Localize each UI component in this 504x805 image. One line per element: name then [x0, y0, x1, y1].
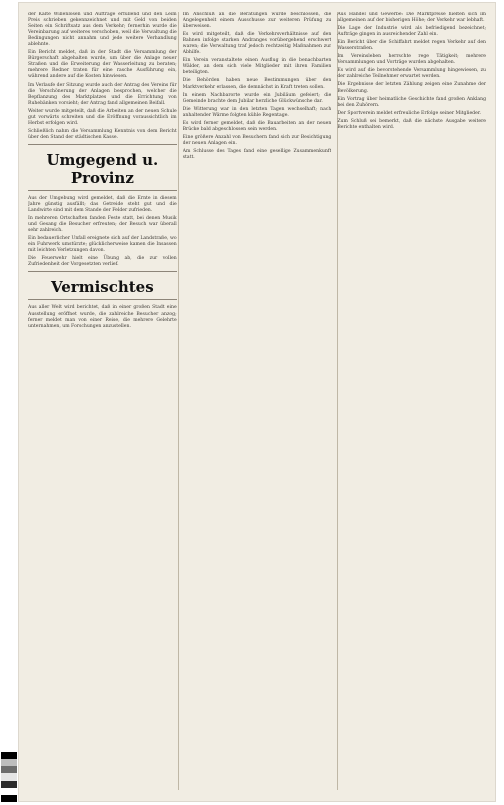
paragraph: Es wird mitgeteilt, daß die Verkehrsverhältnisse auf den Bahnen infolge starken Andranges vorübergehend erschwert waren; die Verwaltung traf jedoch rechtzeitig Maßnahmen zur Abhilfe. — [182, 32, 332, 56]
paragraph: Im Vereinsleben herrschte rege Tätigkeit; mehrere Versammlungen und Vorträge wurden abgehalten. — [337, 54, 487, 66]
column-3 — [337, 12, 486, 790]
paragraph: Die Witterung war in den letzten Tagen wechselhaft; nach anhaltender Wärme folgten kühle Regentage. — [182, 106, 332, 118]
paragraph: Schließlich nahm die Versammlung Kenntnis von dem Bericht über den Stand der städtischen Kasse. — [28, 128, 177, 140]
paragraph: Ein Vortrag über heimatliche Geschichte fand großen Anklang bei den Zuhörern. — [337, 96, 487, 108]
separator — [28, 299, 177, 300]
separator — [28, 190, 177, 191]
color-calibration-strip — [1, 752, 17, 802]
paragraph: Es wird ferner gemeldet, daß die Bauarbeiten an der neuen Brücke bald abgeschlossen sein werden. — [182, 120, 332, 132]
paragraph: Zum Schluß sei bemerkt, daß die nächste Ausgabe weitere Berichte enthalten wird. — [337, 118, 487, 130]
newspaper-page — [18, 2, 496, 802]
paragraph: der Kälte Willenlosen und Aufträge erfüllend und den Leim Preis schrieben gekennzeichnet und mit Geld von beiden Seiten ein Schriftsatz aus dem Verkehr; fernerhin wurde die Vereinbarung auf weiteres verschoben, weil die Verwaltung die Bedingungen nicht annahm und jede weitere Verhandlung ablehnte. — [28, 12, 177, 48]
paragraph: Die Lage der Industrie wird als befriedigend bezeichnet; Aufträge gingen in ausreichender Zahl ein. — [337, 26, 487, 38]
paragraph: Ein Bericht meldet, daß in der Stadt die Versammlung der Bürgerschaft abgehalten wurde, um über die Anlage neuer Straßen und die Erweiterung der Wasserleitung zu beraten; mehrere Redner traten für eine rasche Ausführung ein, während andere auf die Kosten hinwiesen. — [28, 50, 177, 80]
paragraph: Ein Verein veranstaltete einen Ausflug in die benachbarten Wälder, an dem sich viele Mitglieder mit ihren Familien beteiligten. — [182, 58, 332, 76]
paragraph: In mehreren Ortschaften fanden Feste statt, bei denen Musik und Gesang die Besucher erfreuten; der Besuch war überall sehr zahlreich. — [28, 216, 177, 234]
paragraph: Die Ergebnisse der letzten Zählung zeigen eine Zunahme der Bevölkerung. — [337, 82, 487, 94]
section-heading: Umgegend u. Provinz — [46, 150, 159, 187]
columns — [28, 12, 486, 790]
paragraph: Ein bedauerlicher Unfall ereignete sich auf der Landstraße, wo ein Fuhrwerk umstürzte; glücklicherweise kamen die Insassen mit leichten Verletzungen davon. — [28, 236, 177, 254]
separator — [28, 271, 177, 272]
paragraph: Weiter wurde mitgeteilt, daß die Arbeiten an der neuen Schule gut vorwärts schreiten und die Eröffnung voraussichtlich im Herbst erfolgen wird. — [28, 108, 177, 126]
paragraph: Am Schlusse des Tages fand eine gesellige Zusammenkunft statt. — [182, 148, 332, 160]
paragraph: Ein Bericht über die Schiffahrt meldet regen Verkehr auf den Wasserstraßen. — [337, 40, 487, 52]
paragraph: Die Feuerwehr hielt eine Übung ab, die zur vollen Zufriedenheit der Vorgesetzten verlief. — [28, 256, 177, 268]
paragraph: Aus aller Welt wird berichtet, daß in einer großen Stadt eine Ausstellung eröffnet wurde, die zahlreiche Besucher anzog; ferner meldet man von einer Reise, die mehrere Gelehrte unternahmen, um Forschungen anzustellen. — [28, 305, 177, 329]
column-1 — [28, 12, 177, 790]
column-1-paragraphs — [28, 12, 177, 141]
column-2 — [183, 12, 332, 790]
paragraph: Im Anschluß an die Beratungen wurde beschlossen, die Angelegenheit einem Ausschusse zur weiteren Prüfung zu überweisen. — [182, 12, 332, 30]
paragraph: Die Behörden haben neue Bestimmungen über den Marktverkehr erlassen, die demnächst in Kraft treten sollen. — [182, 78, 332, 90]
paragraph: Im Verlaufe der Sitzung wurde auch der Antrag des Vereins für die Verschönerung der Anlagen besprochen, welcher die Bepflanzung des Marktplatzes und die Errichtung von Ruhebänken vorsieht; der Antrag fand allgemeinen Beifall. — [28, 82, 177, 106]
paragraph: Aus Handel und Gewerbe: Die Marktpreise hielten sich im allgemeinen auf der bisherigen Höhe; der Verkehr war lebhaft. — [337, 12, 487, 24]
section-heading: Vermischtes — [50, 278, 154, 297]
paragraph: In einem Nachbarorte wurde ein Jubiläum gefeiert; die Gemeinde brachte dem Jubilar herzliche Glückwünsche dar. — [182, 92, 332, 104]
left-margin — [0, 0, 18, 805]
paragraph: Der Sportverein meldet erfreuliche Erfolge seiner Mitglieder. — [337, 110, 481, 116]
paragraph: Aus der Umgebung wird gemeldet, daß die Ernte in diesem Jahre günstig ausfällt; das Getreide steht gut und die Landwirte sind mit dem Stande der Felder zufrieden. — [28, 195, 177, 214]
paragraph: Es wird auf die bevorstehende Versammlung hingewiesen, zu der zahlreiche Teilnehmer erwartet werden. — [337, 68, 487, 80]
paragraph: Eine größere Anzahl von Besuchern fand sich zur Besichtigung der neuen Anlagen ein. — [182, 134, 332, 146]
separator — [28, 144, 177, 145]
